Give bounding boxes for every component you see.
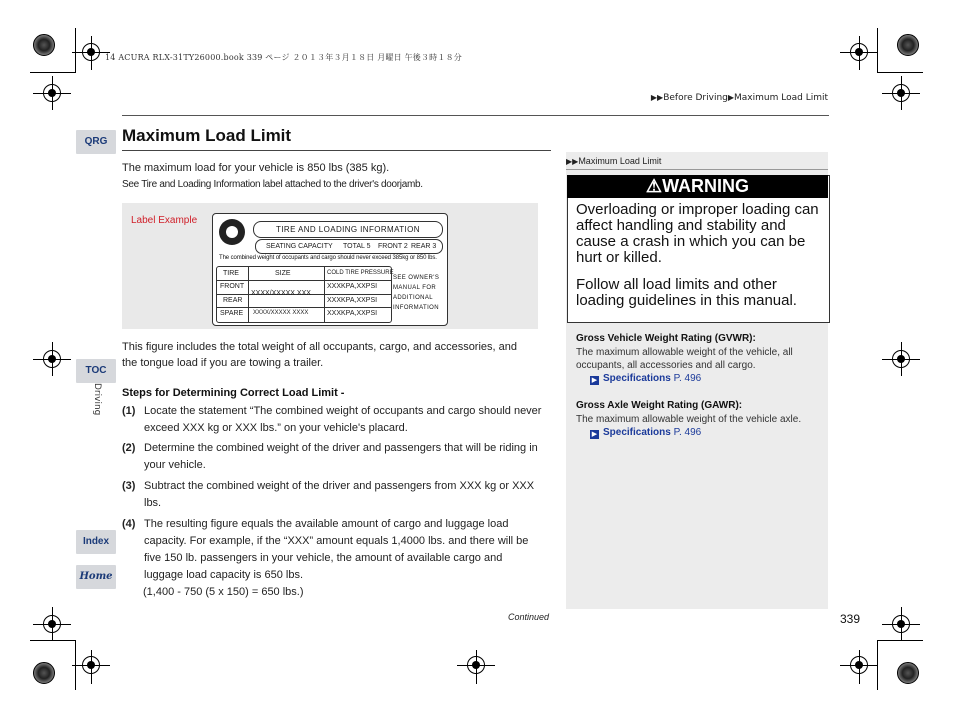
print-header: 14 ACURA RLX-31TY26000.book 339 ページ ２０１３年３月１８日 月曜日 午後３時１８分 bbox=[105, 53, 462, 62]
table-divider bbox=[248, 267, 249, 322]
step-number: (3) bbox=[122, 480, 136, 492]
registration-line bbox=[901, 607, 902, 641]
title-rule bbox=[122, 150, 551, 151]
size-main: XXXX/XXXXX XXX bbox=[251, 290, 311, 297]
see-line-4: INFORMATION bbox=[393, 305, 439, 311]
page-number: 339 bbox=[840, 612, 861, 626]
registration-line bbox=[901, 342, 902, 376]
registration-line bbox=[476, 650, 477, 684]
breadcrumb bbox=[651, 93, 828, 103]
seating-rear: REAR 3 bbox=[411, 243, 437, 250]
step-text: Determine the combined weight of the driver and passengers that will be riding in your vehicle. bbox=[144, 442, 538, 471]
see-line-2: MANUAL FOR bbox=[393, 285, 437, 291]
home-button[interactable]: Home bbox=[76, 565, 116, 589]
pressure-spare: XXXKPA,XXPSI bbox=[327, 310, 378, 317]
registration-line bbox=[91, 650, 92, 684]
step-text: Subtract the combined weight of the driver and passengers from XXX kg or XXX lbs. bbox=[144, 480, 535, 509]
gvwr-text: The maximum allowable weight of the vehicle, all occupants, all accessories and all cargo. bbox=[576, 347, 793, 371]
warning-text-2: Follow all load limits and other loading guidelines in this manual. bbox=[576, 276, 797, 309]
step-text: Locate the statement “The combined weight of occupants and cargo should never exceed XXX kg or XXX lbs.” on your vehicle's placard. bbox=[144, 405, 542, 434]
step-4 bbox=[122, 516, 542, 586]
index-button[interactable]: Index bbox=[76, 530, 116, 554]
crop-mark bbox=[30, 72, 76, 73]
see-line-1: SEE OWNER'S bbox=[393, 275, 440, 281]
sidebar-head-label: Maximum Load Limit bbox=[578, 156, 662, 166]
registration-line bbox=[91, 36, 92, 70]
row-rear: REAR bbox=[223, 297, 243, 304]
link-label[interactable]: Specifications bbox=[603, 427, 671, 438]
registration-line bbox=[52, 76, 53, 110]
link-arrow-icon: ▶ bbox=[591, 431, 598, 438]
breadcrumb-separator-icon: ▶ bbox=[727, 93, 735, 102]
registration-target-icon bbox=[897, 34, 919, 56]
registration-line bbox=[901, 76, 902, 110]
tire-pressure-table bbox=[216, 266, 392, 323]
placard-title: TIRE AND LOADING INFORMATION bbox=[253, 221, 443, 238]
seating-total: TOTAL 5 bbox=[343, 243, 371, 250]
table-divider bbox=[217, 307, 391, 308]
warning-bar bbox=[567, 175, 828, 198]
link-label[interactable]: Specifications bbox=[603, 373, 671, 384]
registration-target-icon bbox=[33, 34, 55, 56]
sidebar-head bbox=[566, 156, 828, 170]
registration-line bbox=[859, 36, 860, 70]
link-arrow-icon: ▶ bbox=[591, 377, 598, 384]
gvwr-heading: Gross Vehicle Weight Rating (GVWR): bbox=[576, 333, 756, 344]
gawr-heading: Gross Axle Weight Rating (GAWR): bbox=[576, 400, 743, 411]
warning-triangle-icon: ⚠ bbox=[645, 176, 663, 196]
crop-mark bbox=[75, 28, 76, 72]
see-owners-manual-note bbox=[393, 273, 439, 313]
specifications-link-2[interactable] bbox=[590, 427, 701, 439]
label-example-caption: Label Example bbox=[131, 215, 198, 226]
header-rule bbox=[122, 115, 829, 116]
tire-icon bbox=[219, 219, 245, 245]
qrg-button[interactable]: QRG bbox=[76, 130, 116, 154]
toc-button[interactable]: TOC bbox=[76, 359, 116, 383]
crop-mark bbox=[877, 28, 878, 72]
step-number: (2) bbox=[122, 442, 136, 454]
registration-line bbox=[52, 607, 53, 641]
figure-description: This figure includes the total weight of all occupants, cargo, and accessories, and the tongue load if you are towing a trailer. bbox=[122, 341, 518, 369]
col-pressure: COLD TIRE PRESSURE bbox=[327, 270, 394, 276]
step-1 bbox=[122, 403, 542, 437]
seating-capacity-label: SEATING CAPACITY bbox=[266, 243, 333, 250]
section-label: Driving bbox=[92, 383, 102, 416]
col-tire: TIRE bbox=[223, 270, 239, 277]
step-2 bbox=[122, 440, 542, 474]
breadcrumb-arrows-icon: ▶▶ bbox=[650, 93, 664, 102]
intro-text: The maximum load for your vehicle is 850 lbs (385 kg). bbox=[122, 162, 390, 174]
step-3 bbox=[122, 478, 542, 512]
gawr-text: The maximum allowable weight of the vehicle axle. bbox=[576, 414, 802, 425]
row-spare: SPARE bbox=[220, 310, 244, 317]
pressure-rear: XXXKPA,XXPSI bbox=[327, 297, 378, 304]
table-divider bbox=[217, 280, 391, 281]
breadcrumb-part-1[interactable]: Before Driving bbox=[663, 93, 728, 103]
link-page[interactable]: P. 496 bbox=[673, 373, 702, 384]
section-tab bbox=[84, 383, 114, 433]
crop-mark bbox=[30, 640, 76, 641]
step-4-calculation: (1,400 - 750 (5 x 150) = 650 lbs.) bbox=[143, 586, 304, 598]
step-text: The resulting figure equals the available amount of cargo and luggage load capacity. For example, if the “XXX” amount equals 1,4000 lbs. and there will be five 150 lb. passengers in your vehicle, the amount of available cargo and luggage load capacity is 650 lbs. bbox=[144, 518, 529, 581]
intro-note: See Tire and Loading Information label attached to the driver's doorjamb. bbox=[122, 179, 423, 190]
combined-weight-statement: The combined weight of occupants and cargo should never exceed 385kg or 850 lbs. bbox=[219, 255, 437, 261]
crop-mark bbox=[877, 72, 923, 73]
registration-target-icon bbox=[897, 662, 919, 684]
step-number: (1) bbox=[122, 405, 136, 417]
link-page[interactable]: P. 496 bbox=[673, 427, 702, 438]
seating-capacity-row bbox=[255, 239, 443, 254]
col-size: SIZE bbox=[275, 270, 291, 277]
row-front: FRONT bbox=[220, 283, 245, 290]
step-number: (4) bbox=[122, 518, 136, 530]
steps-heading: Steps for Determining Correct Load Limit - bbox=[122, 387, 345, 399]
registration-line bbox=[52, 342, 53, 376]
size-spare: XXXX/XXXXX XXXX bbox=[253, 310, 309, 316]
continued-note: Continued bbox=[508, 612, 550, 622]
table-divider bbox=[324, 267, 325, 322]
sidebar-head-icon: ▶▶ bbox=[566, 157, 579, 166]
crop-mark bbox=[877, 640, 923, 641]
seating-front: FRONT 2 bbox=[378, 243, 408, 250]
see-line-3: ADDITIONAL bbox=[393, 295, 434, 301]
warning-text-1: Overloading or improper loading can affect handling and stability and cause a crash in which you can be hurt or killed. bbox=[576, 201, 819, 266]
registration-line bbox=[859, 650, 860, 684]
registration-target-icon bbox=[33, 662, 55, 684]
breadcrumb-part-2[interactable]: Maximum Load Limit bbox=[734, 93, 828, 103]
warning-label: WARNING bbox=[662, 176, 750, 196]
page-title: Maximum Load Limit bbox=[122, 126, 292, 145]
pressure-front: XXXKPA,XXPSI bbox=[327, 283, 378, 290]
specifications-link-1[interactable] bbox=[590, 373, 701, 385]
